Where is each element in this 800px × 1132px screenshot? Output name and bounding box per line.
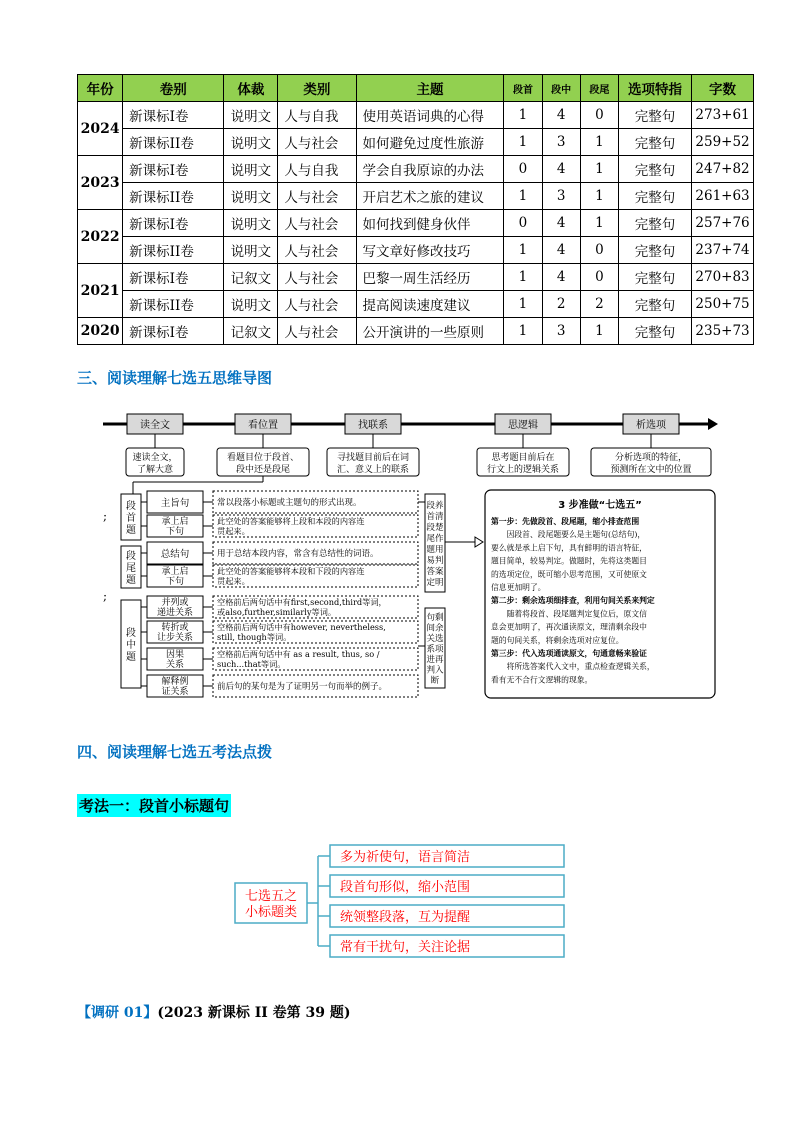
column-header: 卷别 xyxy=(123,75,224,102)
tip1-text: 段养 xyxy=(426,501,444,511)
steps-box-line: 题目简单，较易判定。做题时，先将这类题目 xyxy=(491,556,647,566)
tip2-text: 系项 xyxy=(426,644,444,655)
item-name: 解释例 xyxy=(161,677,189,687)
year-cell: 2023 xyxy=(78,156,123,210)
item-desc: 贯起来。 xyxy=(217,526,250,536)
tip1-text: 段楚 xyxy=(426,523,444,533)
tip1-text: 尾作 xyxy=(426,534,444,544)
item-name: 并列或 xyxy=(161,598,189,608)
table-body xyxy=(78,102,754,345)
table-cell: 完整句 xyxy=(618,102,691,129)
group-label: 段 xyxy=(126,628,136,639)
table-cell: 0 xyxy=(504,156,542,183)
table-row xyxy=(78,183,754,210)
group-label: 中 xyxy=(126,640,136,651)
table-cell: 提高阅读速度建议 xyxy=(356,291,504,318)
group-label: 首 xyxy=(126,513,136,524)
table-row xyxy=(78,210,754,237)
item-name: 总结句 xyxy=(160,549,190,560)
concept-center-text: 小标题类 xyxy=(244,905,298,920)
side-mark: ; xyxy=(103,589,108,603)
table-cell: 人与社会 xyxy=(278,237,356,264)
table-cell: 新课标I卷 xyxy=(123,318,224,345)
table-cell: 1 xyxy=(504,102,542,129)
table-cell: 新课标II卷 xyxy=(123,237,224,264)
item-name: 承上启 xyxy=(161,567,189,577)
table-row xyxy=(78,156,754,183)
step-desc-text: 看题目位于段首、 xyxy=(226,453,300,463)
group-label: 题 xyxy=(126,525,136,536)
table-cell: 说明文 xyxy=(224,183,278,210)
table-cell: 270+83 xyxy=(692,264,754,291)
table-cell: 记叙文 xyxy=(224,264,278,291)
tip1-text: 答案 xyxy=(426,567,444,577)
item-desc: 空格前后两句话中有first,second,third等词， xyxy=(217,597,387,607)
table-cell: 新课标I卷 xyxy=(123,264,224,291)
item-name: 主旨句 xyxy=(160,498,190,509)
item-desc: 空格前后两句话中有however, nevertheless, xyxy=(217,622,386,632)
step-label: 读全文 xyxy=(140,420,170,431)
column-header: 字数 xyxy=(692,75,754,102)
side-mark: ; xyxy=(103,509,108,523)
column-header: 选项特指 xyxy=(618,75,691,102)
table-cell: 247+82 xyxy=(692,156,754,183)
table-row xyxy=(78,102,754,129)
step-desc-text: 速读全文， xyxy=(132,453,178,463)
table-cell: 257+76 xyxy=(692,210,754,237)
concept-bracket xyxy=(307,856,318,946)
tip1-text: 首清 xyxy=(426,512,444,522)
research-prefix: 【调研 01】 xyxy=(77,1005,158,1021)
steps-box-title: 3 步准做“七选五” xyxy=(558,500,642,511)
table-cell: 0 xyxy=(580,264,618,291)
step-desc-text: 思考题目前后在 xyxy=(491,453,555,463)
concept-item-text: 段首句形似，缩小范围 xyxy=(340,880,471,895)
column-header: 体裁 xyxy=(224,75,278,102)
table-cell: 0 xyxy=(504,210,542,237)
item-name: 下句 xyxy=(165,577,185,587)
table-cell: 写文章好修改技巧 xyxy=(356,237,504,264)
column-header: 段首 xyxy=(504,75,542,102)
concept-center-text: 七选五之 xyxy=(244,889,298,904)
steps-box-line: 要么就是承上启下句，具有鲜明的语言特征， xyxy=(491,543,647,553)
table-cell: 说明文 xyxy=(224,102,278,129)
concept-item-text: 统领整段落，互为提醒 xyxy=(340,910,471,925)
table-cell: 新课标II卷 xyxy=(123,291,224,318)
tip2-text: 句剩 xyxy=(426,613,444,623)
year-cell: 2020 xyxy=(78,318,123,345)
table-cell: 1 xyxy=(580,129,618,156)
step-label: 思逻辑 xyxy=(508,420,538,431)
table-cell: 259+52 xyxy=(692,129,754,156)
steps-box-line: 第一步：先做段首、段尾题，缩小排查范围 xyxy=(491,517,640,526)
item-desc: 常以段落小标题或主题句的形式出现。 xyxy=(217,498,362,508)
table-cell: 完整句 xyxy=(618,264,691,291)
table-cell: 完整句 xyxy=(618,237,691,264)
item-name: 让步关系 xyxy=(156,633,194,643)
item-desc: such...that等词。 xyxy=(217,659,286,669)
table-cell: 3 xyxy=(542,129,580,156)
table-cell: 人与社会 xyxy=(278,183,356,210)
table-cell: 公开演讲的一些原则 xyxy=(356,318,504,345)
table-cell: 完整句 xyxy=(618,156,691,183)
table-cell: 人与社会 xyxy=(278,210,356,237)
table-row xyxy=(78,291,754,318)
step-desc-text: 了解大意 xyxy=(136,465,174,475)
table-cell: 使用英语词典的心得 xyxy=(356,102,504,129)
item-name: 承上启 xyxy=(161,517,189,527)
table-cell: 3 xyxy=(542,318,580,345)
column-header: 年份 xyxy=(78,75,123,102)
section3-title: 三、阅读理解七选五思维导图 xyxy=(77,369,273,387)
item-desc: 此空处的答案能够将上段和本段的内容连 xyxy=(217,516,365,526)
steps-box-line: 将所选答案代入文中，重点检查逻辑关系， xyxy=(491,662,655,672)
item-name: 证关系 xyxy=(161,687,189,697)
tip1-text: 题用 xyxy=(426,545,444,555)
year-cell: 2022 xyxy=(78,210,123,264)
table-cell: 完整句 xyxy=(618,291,691,318)
item-desc: 空格前后两句话中有 as a result, thus, so / xyxy=(217,649,380,659)
item-desc: 此空处的答案能够将本段和下段的内容连 xyxy=(217,566,365,576)
table-cell: 4 xyxy=(542,237,580,264)
year-cell: 2024 xyxy=(78,102,123,156)
column-header: 类别 xyxy=(278,75,356,102)
steps-box-line: 第三步：代入选项通读原文，句通意畅来验证 xyxy=(491,649,647,658)
table-cell: 3 xyxy=(542,183,580,210)
steps-box-line: 息会更加明了，再次通读原文，理清剩余段中 xyxy=(491,622,647,632)
table-cell: 新课标II卷 xyxy=(123,129,224,156)
table-cell: 4 xyxy=(542,264,580,291)
tip2-text: 间余 xyxy=(426,623,444,634)
step-desc-text: 分析选项的特征， xyxy=(614,453,688,463)
group-label: 段 xyxy=(126,501,136,512)
table-cell: 235+73 xyxy=(692,318,754,345)
step-desc-text: 预测所在文中的位置 xyxy=(610,465,692,475)
table-cell: 说明文 xyxy=(224,210,278,237)
steps-box-line: 信息更加明了。 xyxy=(491,583,546,592)
item-desc: 用于总结本段内容，常含有总结性的词语。 xyxy=(217,549,379,559)
group-label: 题 xyxy=(126,575,136,586)
steps-box-line: 因段首、段尾题要么是主题句(总结句)， xyxy=(491,530,646,540)
table-cell: 2 xyxy=(580,291,618,318)
exam-table xyxy=(77,74,754,345)
table-cell: 人与社会 xyxy=(278,264,356,291)
column-header: 段中 xyxy=(542,75,580,102)
arrow-icon xyxy=(475,537,483,547)
tip1-text: 定明 xyxy=(426,578,444,588)
step-label: 找联系 xyxy=(358,420,388,431)
step-desc-text: 段中还是段尾 xyxy=(235,465,291,475)
mindmap-diagram xyxy=(103,410,718,710)
table-cell: 4 xyxy=(542,102,580,129)
steps-box-line: 第二步：剩余选项细排查，利用句间关系来判定 xyxy=(491,596,655,606)
step-label: 看位置 xyxy=(248,420,278,431)
item-name: 转折或 xyxy=(161,623,189,633)
steps-box-line: 看有无不合行文逻辑的现象。 xyxy=(491,675,593,685)
table-cell: 学会自我原谅的办法 xyxy=(356,156,504,183)
table-cell: 1 xyxy=(580,156,618,183)
table-cell: 新课标I卷 xyxy=(123,156,224,183)
step-desc-text: 寻找题目前后在词 xyxy=(336,453,410,463)
item-name: 下句 xyxy=(165,527,185,537)
table-cell: 1 xyxy=(504,318,542,345)
table-cell: 完整句 xyxy=(618,129,691,156)
table-row xyxy=(78,318,754,345)
table-cell: 完整句 xyxy=(618,210,691,237)
table-cell: 如何找到健身伙伴 xyxy=(356,210,504,237)
item-name: 因果 xyxy=(165,650,185,660)
tip1-text: 易判 xyxy=(426,556,444,566)
step-desc-text: 汇、意义上的联系 xyxy=(336,465,410,475)
table-cell: 1 xyxy=(504,291,542,318)
table-cell: 1 xyxy=(580,318,618,345)
item-name: 递进关系 xyxy=(156,608,194,618)
steps-box-line: 随着将段首、段尾题判定复位后，原文信 xyxy=(491,609,647,619)
table-cell: 250+75 xyxy=(692,291,754,318)
item-desc: still, though等词。 xyxy=(217,632,292,642)
kaofa-title: 考法一：段首小标题句 xyxy=(77,794,231,817)
table-cell: 完整句 xyxy=(618,318,691,345)
table-cell: 1 xyxy=(504,264,542,291)
table-cell: 说明文 xyxy=(224,129,278,156)
table-cell: 如何避免过度性旅游 xyxy=(356,129,504,156)
table-cell: 人与自我 xyxy=(278,102,356,129)
year-cell: 2021 xyxy=(78,264,123,318)
table-cell: 1 xyxy=(504,129,542,156)
table-cell: 说明文 xyxy=(224,237,278,264)
item-desc: 前后句的某句是为了证明另一句而举的例子。 xyxy=(217,682,388,692)
table-cell: 人与社会 xyxy=(278,318,356,345)
group-label: 题 xyxy=(126,652,136,663)
table-row xyxy=(78,237,754,264)
table-row xyxy=(78,129,754,156)
table-cell: 1 xyxy=(504,237,542,264)
concept-item-text: 常有干扰句，关注论据 xyxy=(340,940,471,955)
table-cell: 说明文 xyxy=(224,156,278,183)
table-cell: 0 xyxy=(580,237,618,264)
table-cell: 1 xyxy=(580,183,618,210)
table-cell: 0 xyxy=(580,102,618,129)
section4-title: 四、阅读理解七选五考法点拨 xyxy=(77,743,273,761)
step-desc-text: 行文上的逻辑关系 xyxy=(486,465,560,475)
table-cell: 237+74 xyxy=(692,237,754,264)
column-header: 段尾 xyxy=(580,75,618,102)
item-desc: 贯起来。 xyxy=(217,576,250,586)
table-cell: 新课标II卷 xyxy=(123,183,224,210)
table-cell: 说明文 xyxy=(224,291,278,318)
table-row xyxy=(78,264,754,291)
table-cell: 新课标I卷 xyxy=(123,210,224,237)
research-detail: (2023 新课标 II 卷第 39 题) xyxy=(157,1005,351,1021)
table-cell: 记叙文 xyxy=(224,318,278,345)
tip2-text: 断 xyxy=(430,676,440,686)
item-desc: 或also,further,similarly等词。 xyxy=(217,607,337,617)
table-cell: 4 xyxy=(542,210,580,237)
concept-map xyxy=(230,838,575,968)
steps-box-line: 题的句间关系，将剩余选项对应复位。 xyxy=(491,635,624,645)
table-cell: 开启艺术之旅的建议 xyxy=(356,183,504,210)
table-cell: 1 xyxy=(504,183,542,210)
concept-item-text: 多为祈使句，语言简洁 xyxy=(340,850,471,865)
tip2-text: 关选 xyxy=(426,634,444,644)
table-cell: 新课标I卷 xyxy=(123,102,224,129)
arrow-head-icon xyxy=(708,418,718,430)
table-cell: 2 xyxy=(542,291,580,318)
table-cell: 261+63 xyxy=(692,183,754,210)
table-cell: 人与社会 xyxy=(278,129,356,156)
table-cell: 1 xyxy=(580,210,618,237)
table-header-row xyxy=(78,75,754,102)
group-label: 尾 xyxy=(126,563,136,574)
steps-box-line: 的选项定位，既可缩小思考范围，又可使原文 xyxy=(491,569,647,579)
table-cell: 人与社会 xyxy=(278,291,356,318)
table-cell: 巴黎一周生活经历 xyxy=(356,264,504,291)
table-cell: 4 xyxy=(542,156,580,183)
group-label: 段 xyxy=(126,551,136,562)
step-label: 析选项 xyxy=(636,420,666,431)
table-cell: 完整句 xyxy=(618,183,691,210)
tip2-text: 判入 xyxy=(426,665,444,676)
item-name: 关系 xyxy=(165,660,185,670)
research-reference xyxy=(77,1002,351,1022)
table-cell: 273+61 xyxy=(692,102,754,129)
table-cell: 人与自我 xyxy=(278,156,356,183)
tip2-text: 进再 xyxy=(426,655,444,665)
column-header: 主题 xyxy=(356,75,504,102)
